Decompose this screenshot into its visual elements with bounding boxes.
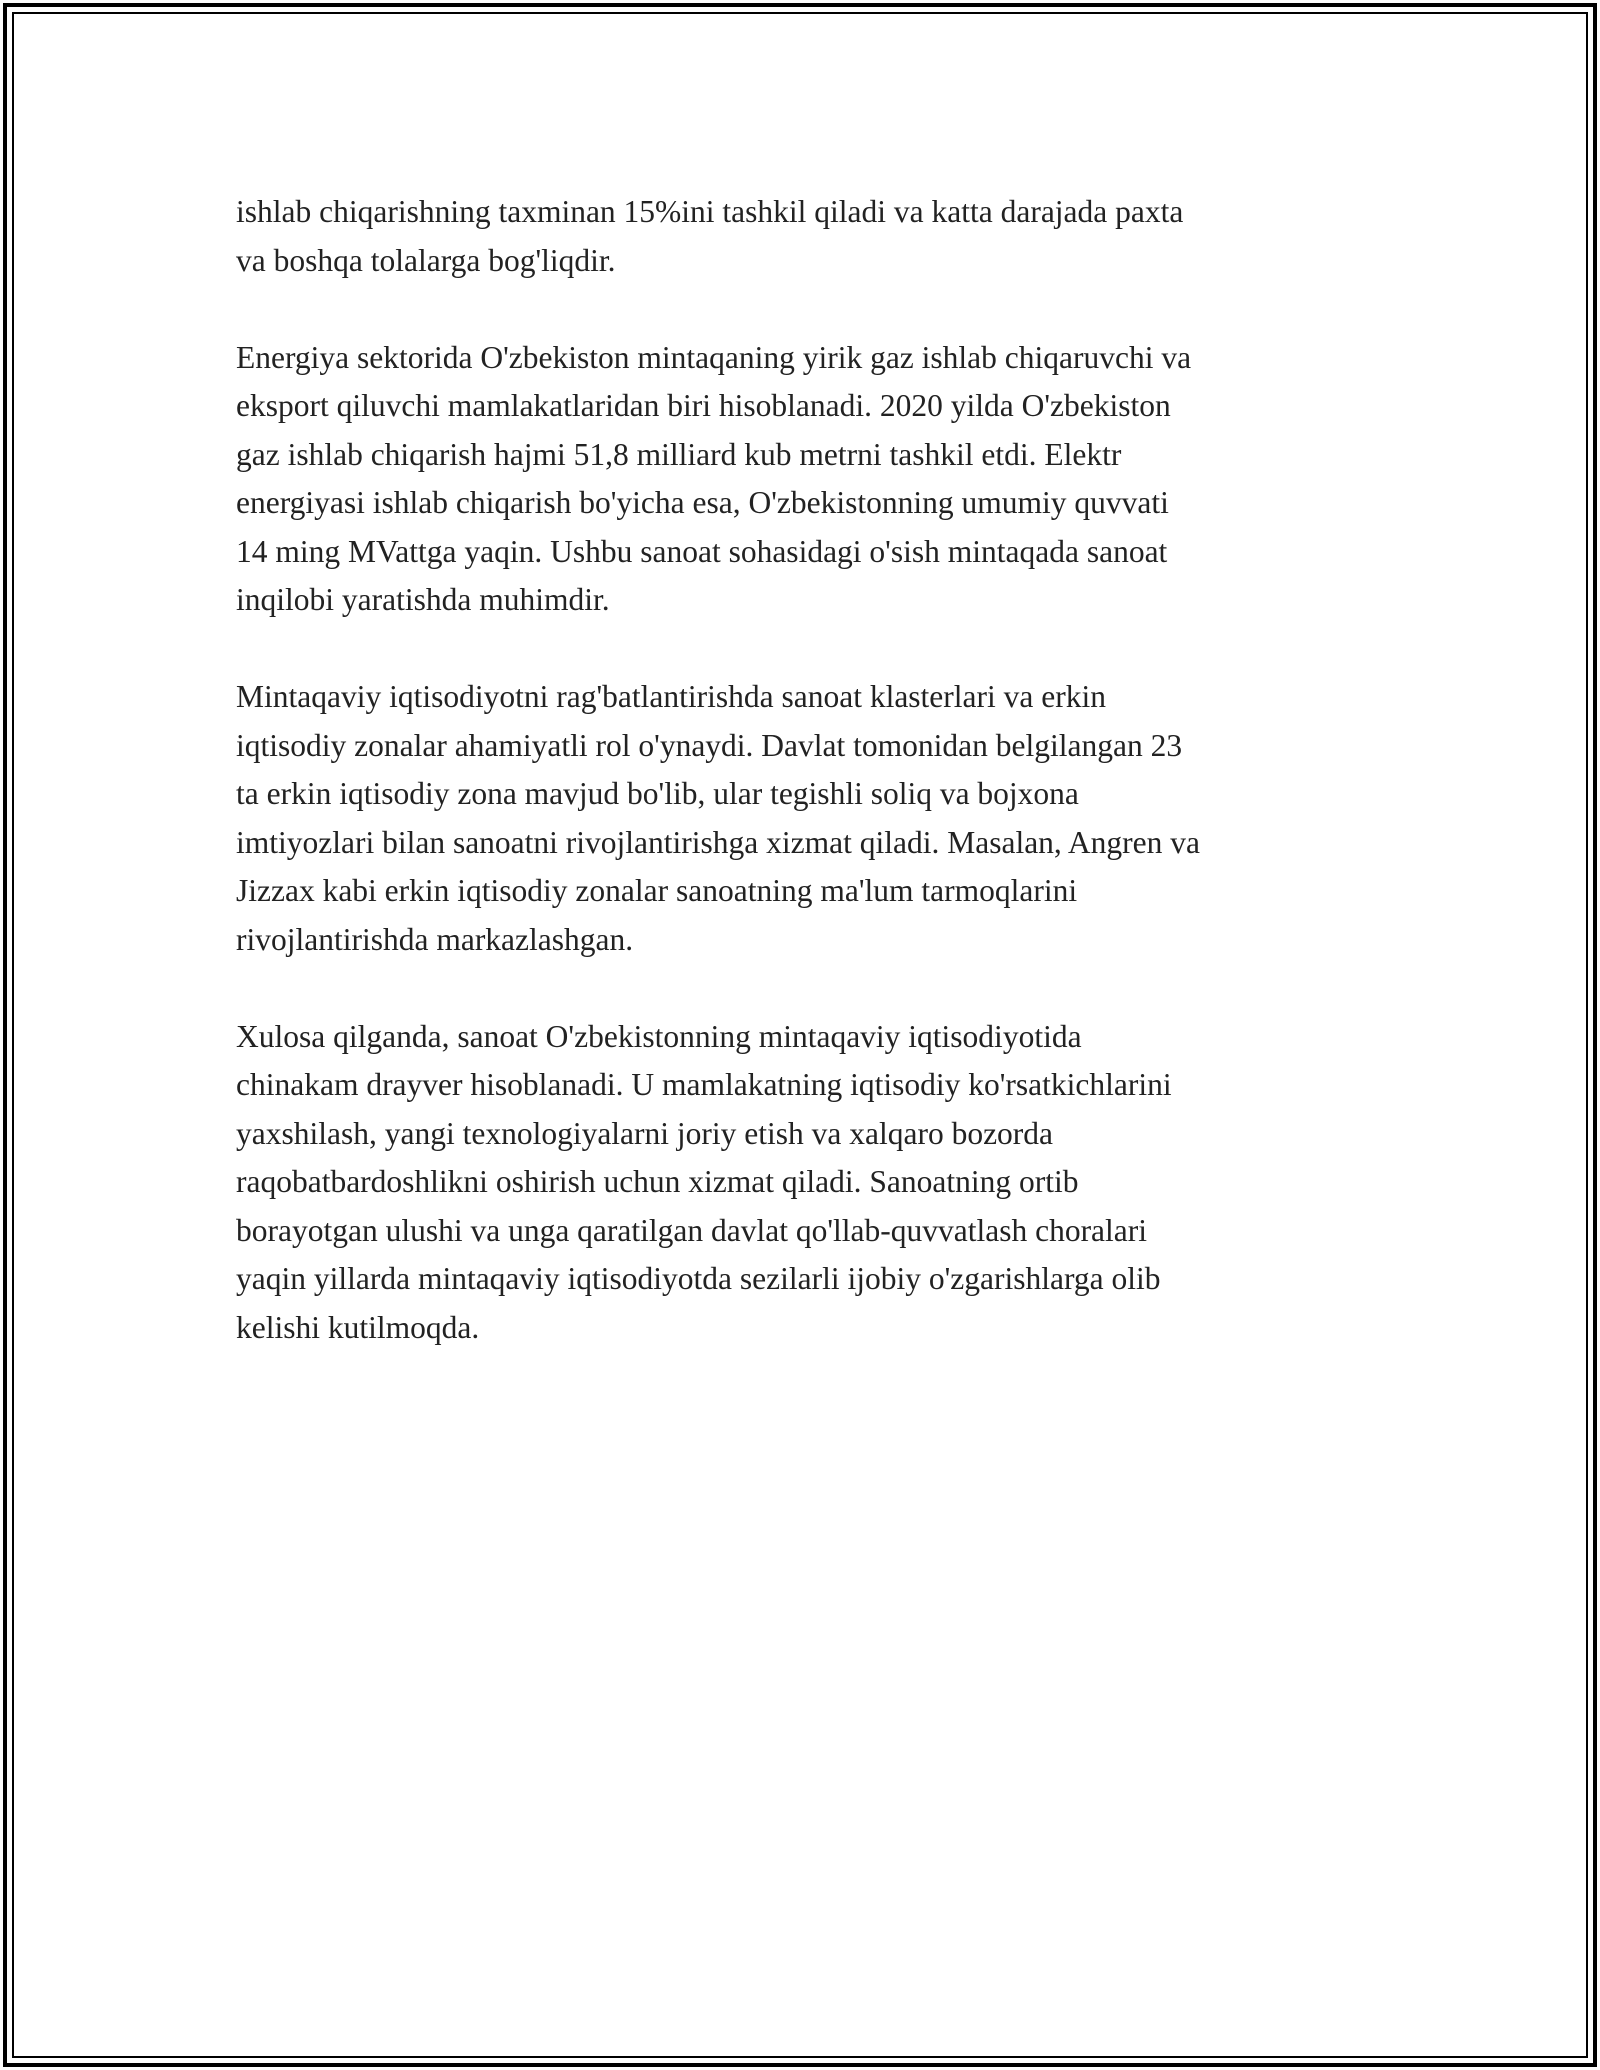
paragraph-industrial-clusters: Mintaqaviy iqtisodiyotni rag'batlantirishda sanoat klasterlari va erkin iqtisodiy zonalar ahamiyatli rol o'ynaydi. Davlat tomonidan belgilangan 23 ta erkin iqtisodiy zona mavjud bo'lib, ular tegishli soliq va bojxona imtiyozlari bilan sanoatni rivojlantirishga xizmat qiladi. Masalan, Angren va Jizzax kabi erkin iqtisodiy zonalar sanoatning ma'lum tarmoqlarini rivojlantirishda markazlashgan. <box>236 679 1201 957</box>
document-body <box>236 188 1376 1401</box>
paragraph-conclusion: Xulosa qilganda, sanoat O'zbekistonning mintaqaviy iqtisodiyotida chinakam drayver hisoblanadi. U mamlakatning iqtisodiy ko'rsatkichlarini yaxshilash, yangi texnologiyalarni joriy etish va xalqaro bozorda raqobatbardoshlikni oshirish uchun xizmat qiladi. Sanoatning ortib borayotgan ulushi va unga qaratilgan davlat qo'llab-quvvatlash choralari yaqin yillarda mintaqaviy iqtisodiyotda sezilarli ijobiy o'zgarishlarga olib kelishi kutilmoqda. <box>236 1018 1172 1345</box>
paragraph-textile-share: ishlab chiqarishning taxminan 15%ini tashkil qiladi va katta darajada paxta va boshqa tolalarga bog'liqdir. <box>236 194 1184 278</box>
paragraph-energy-sector: Energiya sektorida O'zbekiston mintaqaning yirik gaz ishlab chiqaruvchi va eksport qiluvchi mamlakatlaridan biri hisoblanadi. 2020 yilda O'zbekiston gaz ishlab chiqarish hajmi 51,8 milliard kub metrni tashkil etdi. Elektr energiyasi ishlab chiqarish bo'yicha esa, O'zbekistonning umumiy quvvati 14 ming MVattga yaqin. Ushbu sanoat sohasidagi o'sish mintaqada sanoat inqilobi yaratishda muhimdir. <box>236 339 1192 617</box>
